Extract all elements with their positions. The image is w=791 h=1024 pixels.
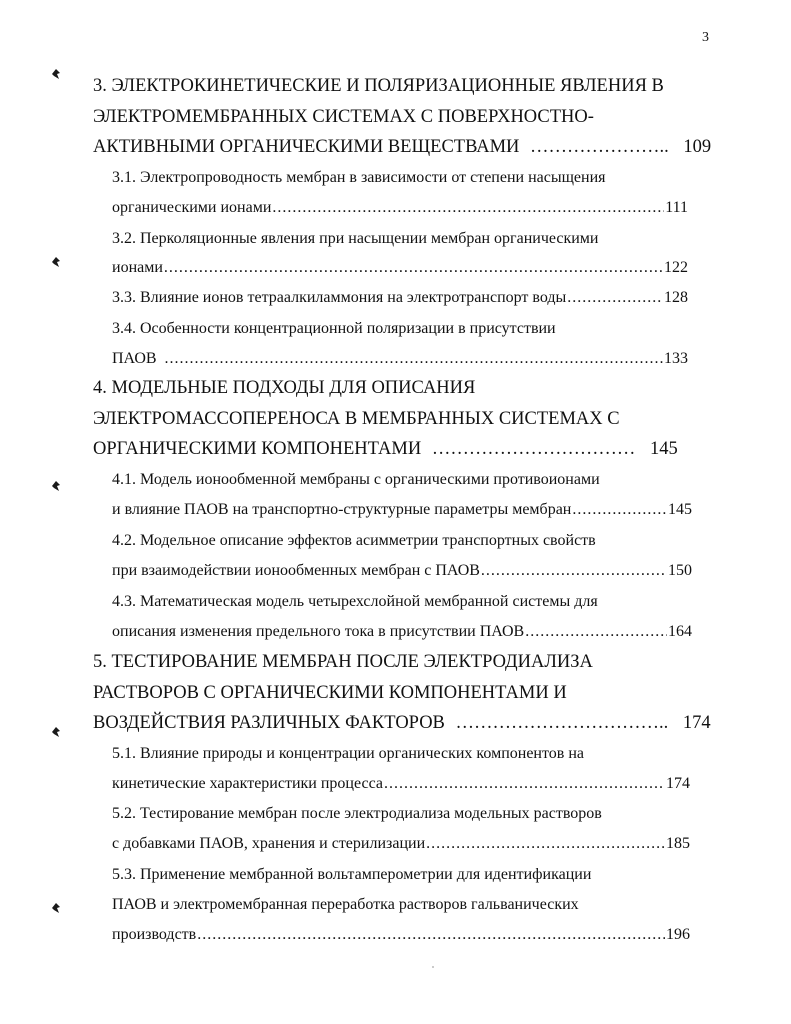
toc-item-3-1-page: 111 bbox=[665, 199, 688, 216]
toc-item-3-4-leader bbox=[165, 348, 663, 370]
toc-item-4-2-leader bbox=[481, 560, 667, 582]
toc-item-4-2-row bbox=[112, 560, 692, 582]
toc-section-5-title-text: ВОЗДЕЙСТВИЯ РАЗЛИЧНЫХ ФАКТОРОВ bbox=[93, 713, 445, 733]
toc-section-5-page: 174 bbox=[682, 713, 711, 733]
toc-section-5-title-line-1: 5. ТЕСТИРОВАНИЕ МЕМБРАН ПОСЛЕ ЭЛЕКТРОДИАЛИЗА bbox=[93, 652, 593, 672]
page-number: 3 bbox=[702, 30, 709, 45]
toc-item-5-2-text: с добавками ПАОВ, хранения и стерилизации bbox=[112, 835, 426, 852]
toc-item-5-2-page: 185 bbox=[666, 835, 690, 852]
toc-section-4-title-line-3 bbox=[93, 438, 678, 460]
toc-item-4-1-leader bbox=[572, 499, 667, 521]
toc-section-4-title-line-1: 4. МОДЕЛЬНЫЕ ПОДХОДЫ ДЛЯ ОПИСАНИЯ bbox=[93, 378, 476, 398]
toc-item-3-1-leader bbox=[272, 197, 664, 219]
toc-item-4-1-text: и влияние ПАОВ на транспортно-структурные параметры мембран bbox=[112, 501, 572, 518]
toc-section-4-leader: …………………………… bbox=[431, 439, 636, 459]
toc-item-4-3-row bbox=[112, 621, 692, 643]
toc-item-3-3-text: 3.3. Влияние ионов тетраалкиламмония на электротранспорт воды bbox=[112, 289, 567, 306]
toc-section-4-title-line-2: ЭЛЕКТРОМАССОПЕРЕНОСА В МЕМБРАННЫХ СИСТЕМАХ С bbox=[93, 409, 620, 429]
toc-section-4-title-text: ОРГАНИЧЕСКИМИ КОМПОНЕНТАМИ bbox=[93, 439, 422, 459]
toc-item-3-3-row bbox=[112, 287, 688, 309]
toc-item-5-2-row bbox=[112, 833, 690, 855]
toc-item-5-3-leader bbox=[197, 924, 665, 946]
toc-item-4-3-line-1: 4.3. Математическая модель четырехслойной мембранной системы для bbox=[112, 593, 598, 610]
toc-section-3-title-line-3 bbox=[93, 136, 711, 158]
toc-item-3-4-row bbox=[112, 348, 688, 370]
binder-punch-icon bbox=[50, 256, 62, 268]
toc-section-3-title-text: АКТИВНЫМИ ОРГАНИЧЕСКИМИ ВЕЩЕСТВАМИ bbox=[93, 137, 520, 157]
scan-speck bbox=[432, 966, 434, 968]
toc-item-3-1-row bbox=[112, 197, 688, 219]
toc-item-3-3-leader bbox=[567, 287, 663, 309]
toc-item-5-3-row bbox=[112, 924, 690, 946]
toc-item-5-1-page: 174 bbox=[666, 775, 690, 792]
toc-item-5-1-row bbox=[112, 773, 690, 795]
toc-item-4-2-text: при взаимодействии ионообменных мембран с ПАОВ bbox=[112, 562, 480, 579]
toc-item-4-1-row bbox=[112, 499, 692, 521]
toc-item-3-4-page: 133 bbox=[664, 350, 688, 367]
toc-item-4-1-line-1: 4.1. Модель ионообменной мембраны с органическими противоионами bbox=[112, 471, 600, 488]
toc-item-5-3-line-1: 5.3. Применение мембранной вольтамперометрии для идентификации bbox=[112, 866, 592, 883]
toc-item-5-3-line-2: ПАОВ и электромембранная переработка растворов гальванических bbox=[112, 896, 579, 913]
toc-section-5-title-line-2: РАСТВОРОВ С ОРГАНИЧЕСКИМИ КОМПОНЕНТАМИ И bbox=[93, 683, 567, 703]
toc-section-3-page: 109 bbox=[683, 137, 712, 157]
binder-punch-icon bbox=[50, 480, 62, 492]
toc-item-5-2-leader bbox=[426, 833, 665, 855]
binder-punch-icon bbox=[50, 68, 62, 80]
toc-item-4-3-leader bbox=[525, 621, 667, 643]
toc-section-4-page: 145 bbox=[649, 439, 678, 459]
binder-punch-icon bbox=[50, 726, 62, 738]
toc-section-5-leader: …………………………….. bbox=[455, 713, 669, 733]
toc-section-3-leader: ………………….. bbox=[530, 137, 669, 157]
toc-item-5-1-leader bbox=[384, 773, 665, 795]
toc-item-5-1-text: кинетические характеристики процесса bbox=[112, 775, 383, 792]
toc-item-4-2-page: 150 bbox=[668, 562, 692, 579]
toc-item-3-4-text: ПАОВ bbox=[112, 350, 157, 367]
toc-item-4-3-page: 164 bbox=[668, 623, 692, 640]
toc-item-3-4-line-1: 3.4. Особенности концентрационной поляризации в присутствии bbox=[112, 320, 556, 337]
toc-item-4-3-text: описания изменения предельного тока в присутствии ПАОВ bbox=[112, 623, 525, 640]
toc-item-5-3-text: производств bbox=[112, 926, 197, 943]
binder-punch-icon bbox=[50, 902, 62, 914]
toc-item-5-1-line-1: 5.1. Влияние природы и концентрации органических компонентов на bbox=[112, 745, 584, 762]
toc-item-3-2-text: ионами bbox=[112, 259, 163, 276]
toc-section-3-title-line-1: 3. ЭЛЕКТРОКИНЕТИЧЕСКИЕ И ПОЛЯРИЗАЦИОННЫЕ ЯВЛЕНИЯ В bbox=[93, 76, 664, 96]
toc-item-3-1-text: органическими ионами bbox=[112, 199, 272, 216]
toc-item-3-2-row bbox=[112, 257, 688, 279]
toc-item-3-3-page: 128 bbox=[664, 289, 688, 306]
toc-section-3-title-line-2: ЭЛЕКТРОМЕМБРАННЫХ СИСТЕМАХ С ПОВЕРХНОСТНО- bbox=[93, 107, 594, 127]
toc-item-3-2-page: 122 bbox=[664, 259, 688, 276]
toc-item-4-2-line-1: 4.2. Модельное описание эффектов асимметрии транспортных свойств bbox=[112, 532, 596, 549]
toc-section-5-title-line-3 bbox=[93, 712, 711, 734]
toc-item-3-2-leader bbox=[164, 257, 663, 279]
toc-item-5-3-page: 196 bbox=[666, 926, 690, 943]
toc-item-4-1-page: 145 bbox=[668, 501, 692, 518]
toc-item-3-1-line-1: 3.1. Электропроводность мембран в зависимости от степени насыщения bbox=[112, 169, 606, 186]
toc-item-3-2-line-1: 3.2. Перколяционные явления при насыщении мембран органическими bbox=[112, 230, 599, 247]
toc-item-5-2-line-1: 5.2. Тестирование мембран после электродиализа модельных растворов bbox=[112, 805, 602, 822]
